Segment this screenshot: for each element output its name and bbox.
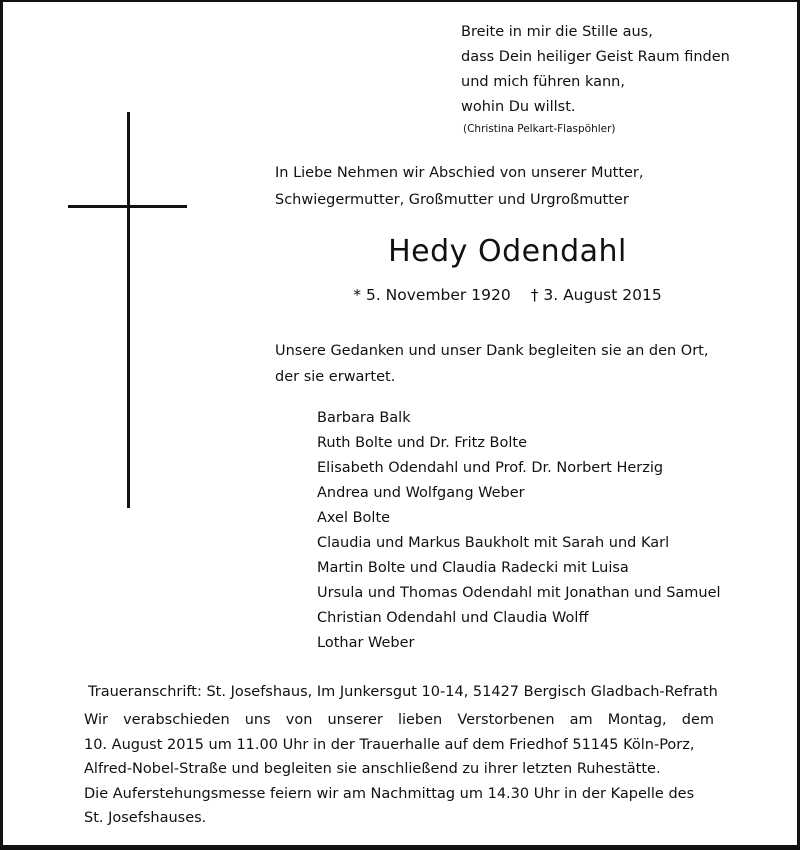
death-date: † 3. August 2015 <box>530 286 662 304</box>
mourning-address: Traueranschrift: St. Josefshaus, Im Junkersgut 10-14, 51427 Bergisch Gladbach-Refrath <box>88 684 718 700</box>
mourner-entry: Barbara Balk <box>317 410 411 426</box>
cross-vertical-bar <box>127 112 130 508</box>
thanks-line: der sie erwartet. <box>275 369 396 385</box>
mourners-list <box>317 406 721 656</box>
deceased-name: Hedy Odendahl <box>388 234 627 269</box>
poem-line: dass Dein heiliger Geist Raum finden <box>461 49 730 65</box>
notice-line: St. Josefshauses. <box>84 810 207 826</box>
intro-line: In Liebe Nehmen wir Abschied von unserer Mutter, <box>275 165 644 181</box>
cross-horizontal-bar <box>68 205 187 208</box>
notice-line-text: Wir verabschieden uns von unserer lieben Verstorbenen am Montag, dem <box>84 712 714 728</box>
notice-line: Die Auferstehungsmesse feiern wir am Nachmittag um 14.30 Uhr in der Kapelle des <box>84 785 695 802</box>
poem <box>461 20 730 138</box>
notice-line: Alfred-Nobel-Straße und begleiten sie anschließend zu ihrer letzten Ruhestätte. <box>84 761 661 777</box>
life-dates <box>0 282 800 308</box>
mourner-entry: Christian Odendahl und Claudia Wolff <box>317 610 589 626</box>
poem-line: wohin Du willst. <box>461 99 576 115</box>
poem-author: (Christina Pelkart-Flaspöhler) <box>463 123 616 135</box>
mourner-entry: Claudia und Markus Baukholt mit Sarah und Karl <box>317 535 670 551</box>
intro-line: Schwiegermutter, Großmutter und Urgroßmutter <box>275 192 629 208</box>
notice-line: 10. August 2015 um 11.00 Uhr in der Trauerhalle auf dem Friedhof 51145 Köln-Porz, <box>84 736 695 753</box>
intro-text <box>275 160 644 214</box>
mourner-entry: Ursula und Thomas Odendahl mit Jonathan und Samuel <box>317 585 721 601</box>
mourner-entry: Martin Bolte und Claudia Radecki mit Luisa <box>317 560 629 576</box>
mourner-entry: Axel Bolte <box>317 510 391 526</box>
birth-date: * 5. November 1920 <box>353 286 511 304</box>
thanks-text <box>275 338 708 390</box>
mourner-entry: Andrea und Wolfgang Weber <box>317 485 525 501</box>
poem-line: Breite in mir die Stille aus, <box>461 24 653 40</box>
poem-line: und mich führen kann, <box>461 74 625 90</box>
mourner-entry: Elisabeth Odendahl und Prof. Dr. Norbert Herzig <box>317 460 664 476</box>
mourner-entry: Ruth Bolte und Dr. Fritz Bolte <box>317 435 528 451</box>
funeral-notice <box>84 708 714 831</box>
notice-line <box>84 708 714 733</box>
thanks-line: Unsere Gedanken und unser Dank begleiten sie an den Ort, <box>275 343 709 359</box>
mourner-entry: Lothar Weber <box>317 635 415 651</box>
